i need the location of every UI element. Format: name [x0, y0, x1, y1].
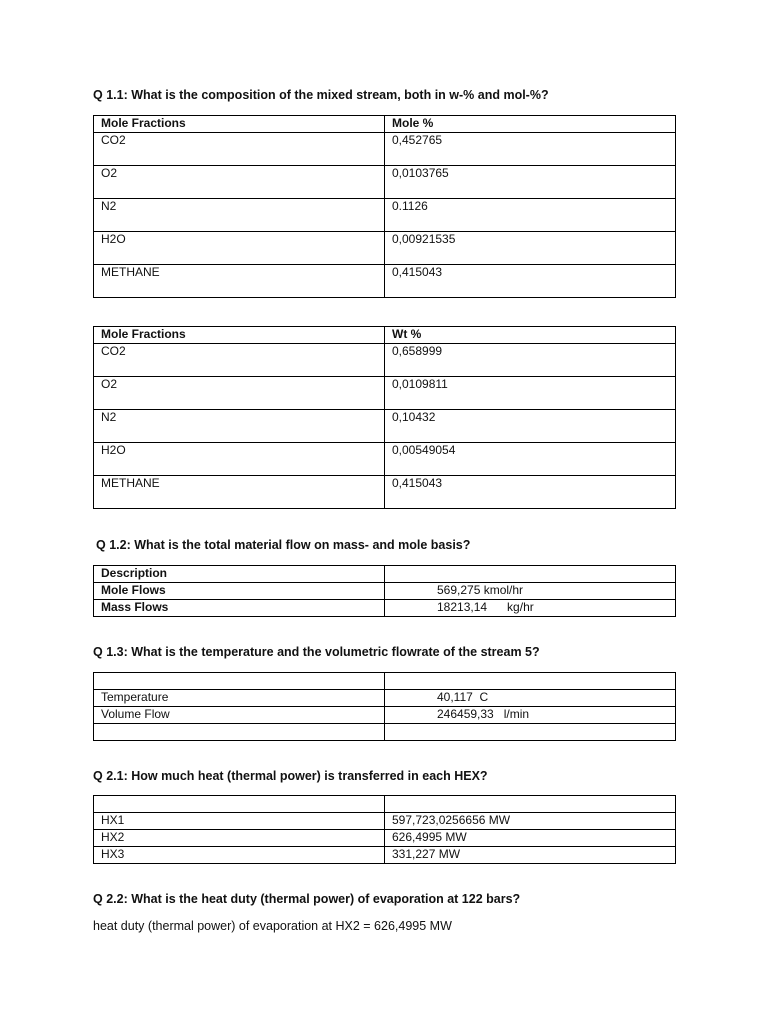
property-label: Temperature	[94, 690, 385, 707]
wt-percent-table	[93, 326, 676, 509]
table-row	[94, 344, 676, 377]
header-cell: Mole Fractions	[94, 327, 385, 344]
table-row	[94, 232, 676, 265]
empty-cell	[385, 796, 676, 813]
table-row	[94, 377, 676, 410]
value-cell: 0,415043	[385, 476, 676, 509]
empty-cell	[385, 673, 676, 690]
flow-label: Mass Flows	[94, 600, 385, 617]
table-row	[94, 166, 676, 199]
table-row	[94, 583, 676, 600]
value-cell: 0,658999	[385, 344, 676, 377]
table-row	[94, 600, 676, 617]
component-cell: CO2	[94, 133, 385, 166]
value-cell: 0,0109811	[385, 377, 676, 410]
table-row	[94, 133, 676, 166]
question-1-3: Q 1.3: What is the temperature and the volumetric flowrate of the stream 5?	[93, 645, 540, 659]
table-row	[94, 830, 676, 847]
flow-value: 18213,14 kg/hr	[385, 600, 676, 617]
component-cell: METHANE	[94, 476, 385, 509]
value-cell: 0,00549054	[385, 443, 676, 476]
table-header-row	[94, 116, 676, 133]
flow-value: 569,275 kmol/hr	[385, 583, 676, 600]
value-cell: 0.1126	[385, 199, 676, 232]
answer-2-2: heat duty (thermal power) of evaporation at HX2 = 626,4995 MW	[93, 919, 452, 933]
empty-cell	[94, 673, 385, 690]
hex-label: HX2	[94, 830, 385, 847]
hex-value: 597,723,0256656 MW	[385, 813, 676, 830]
table-header-row	[94, 566, 676, 583]
component-cell: METHANE	[94, 265, 385, 298]
value-cell: 0,10432	[385, 410, 676, 443]
hex-value: 626,4995 MW	[385, 830, 676, 847]
hex-label: HX3	[94, 847, 385, 864]
component-cell: H2O	[94, 443, 385, 476]
property-label: Volume Flow	[94, 707, 385, 724]
empty-cell	[385, 724, 676, 741]
empty-cell	[385, 566, 676, 583]
empty-cell	[94, 796, 385, 813]
table-row	[94, 265, 676, 298]
property-value: 40,117 C	[385, 690, 676, 707]
mole-percent-table	[93, 115, 676, 298]
table-row	[94, 410, 676, 443]
flow-label: Mole Flows	[94, 583, 385, 600]
value-cell: 0,0103765	[385, 166, 676, 199]
component-cell: H2O	[94, 232, 385, 265]
table-row	[94, 476, 676, 509]
hex-value: 331,227 MW	[385, 847, 676, 864]
question-1-2: Q 1.2: What is the total material flow on mass- and mole basis?	[96, 538, 471, 552]
table-row	[94, 724, 676, 741]
header-cell: Mole Fractions	[94, 116, 385, 133]
header-cell: Mole %	[385, 116, 676, 133]
material-flow-table	[93, 565, 676, 617]
value-cell: 0,452765	[385, 133, 676, 166]
table-row	[94, 690, 676, 707]
component-cell: O2	[94, 377, 385, 410]
value-cell: 0,415043	[385, 265, 676, 298]
component-cell: CO2	[94, 344, 385, 377]
question-2-1: Q 2.1: How much heat (thermal power) is transferred in each HEX?	[93, 769, 488, 783]
component-cell: N2	[94, 199, 385, 232]
table-row	[94, 707, 676, 724]
table-row	[94, 673, 676, 690]
description-header: Description	[94, 566, 385, 583]
component-cell: O2	[94, 166, 385, 199]
table-row	[94, 847, 676, 864]
stream-5-table	[93, 672, 676, 741]
table-header-row	[94, 327, 676, 344]
table-row	[94, 443, 676, 476]
property-value: 246459,33 l/min	[385, 707, 676, 724]
question-1-1: Q 1.1: What is the composition of the mixed stream, both in w-% and mol-%?	[93, 88, 549, 102]
table-row	[94, 813, 676, 830]
question-2-2: Q 2.2: What is the heat duty (thermal power) of evaporation at 122 bars?	[93, 892, 521, 906]
table-row	[94, 199, 676, 232]
value-cell: 0,00921535	[385, 232, 676, 265]
header-cell: Wt %	[385, 327, 676, 344]
heat-exchanger-table	[93, 795, 676, 864]
hex-label: HX1	[94, 813, 385, 830]
component-cell: N2	[94, 410, 385, 443]
empty-cell	[94, 724, 385, 741]
table-row	[94, 796, 676, 813]
